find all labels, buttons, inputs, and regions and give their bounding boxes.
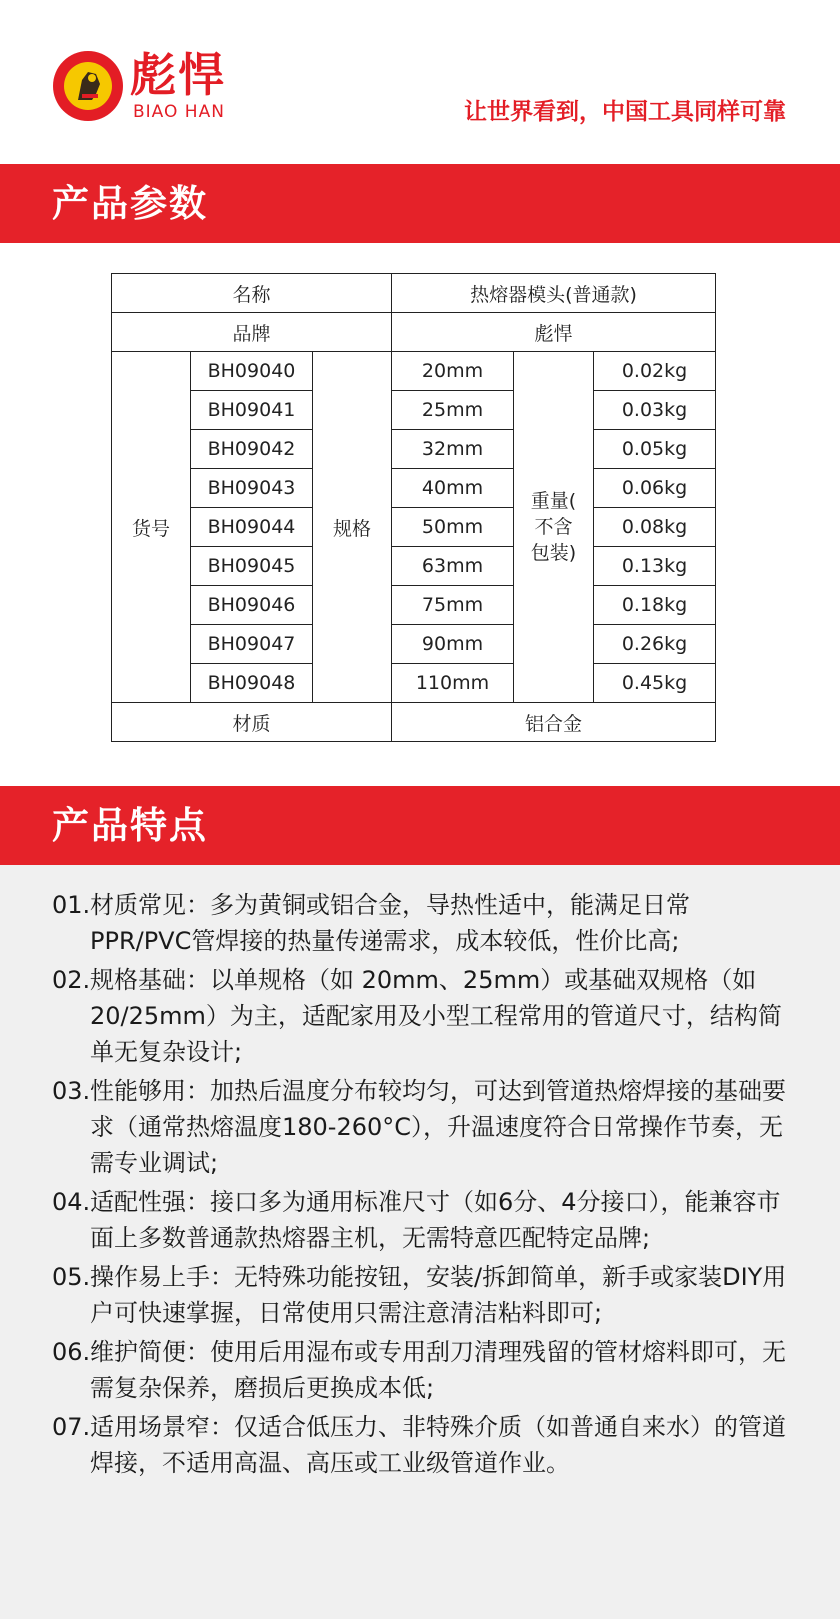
list-item <box>0 962 840 1070</box>
name-value: 热熔器模头(普通款) <box>392 274 716 313</box>
table-row <box>112 664 716 703</box>
weight-label <box>514 352 594 703</box>
params-table <box>111 273 716 742</box>
weight-cell: 0.06kg <box>594 469 716 508</box>
spec-cell: 75mm <box>392 586 514 625</box>
weight-cell: 0.02kg <box>594 352 716 391</box>
features-list <box>0 887 840 1481</box>
sku-cell: BH09044 <box>191 508 313 547</box>
list-item <box>0 1073 840 1181</box>
feature-number: 06. <box>52 1338 91 1366</box>
list-item <box>0 1259 840 1331</box>
feature-number: 01. <box>52 891 91 919</box>
weight-cell: 0.45kg <box>594 664 716 703</box>
name-label: 名称 <box>112 274 392 313</box>
sku-cell: BH09047 <box>191 625 313 664</box>
brand-label: 品牌 <box>112 313 392 352</box>
table-row <box>112 586 716 625</box>
feature-text: 规格基础：以单规格（如 20mm、25mm）或基础双规格（如20/25mm）为主，适配家用及小型工程常用的管道尺寸，结构简单无复杂设计; <box>90 966 782 1066</box>
feature-number: 03. <box>52 1077 91 1105</box>
weight-cell: 0.26kg <box>594 625 716 664</box>
features-section-title: 产品特点 <box>0 786 840 865</box>
params-section <box>0 243 840 786</box>
table-row-name <box>112 274 716 313</box>
spec-cell: 90mm <box>392 625 514 664</box>
spec-cell: 20mm <box>392 352 514 391</box>
weight-cell: 0.08kg <box>594 508 716 547</box>
table-row <box>112 508 716 547</box>
feature-number: 07. <box>52 1413 91 1441</box>
brand-value: 彪悍 <box>392 313 716 352</box>
feature-text: 性能够用：加热后温度分布较均匀，可达到管道热熔焊接的基础要求（通常热熔温度180-260°C），升温速度符合日常操作节奏，无需专业调试; <box>90 1077 786 1177</box>
list-item <box>0 1409 840 1481</box>
sku-cell: BH09040 <box>191 352 313 391</box>
sku-cell: BH09041 <box>191 391 313 430</box>
table-row <box>112 352 716 391</box>
weight-label-line: 重量( <box>530 490 577 512</box>
list-item <box>0 1184 840 1256</box>
brand-name-en: BIAO HAN <box>133 102 225 122</box>
sku-label: 货号 <box>112 352 191 703</box>
feature-text: 适用场景窄：仅适合低压力、非特殊介质（如普通自来水）的管道焊接，不适用高温、高压或工业级管道作业。 <box>90 1413 786 1477</box>
list-item <box>0 887 840 959</box>
spec-label: 规格 <box>313 352 392 703</box>
weight-cell: 0.05kg <box>594 430 716 469</box>
brand-seal-logo-icon <box>52 50 124 122</box>
table-row <box>112 469 716 508</box>
feature-text: 材质常见：多为黄铜或铝合金，导热性适中，能满足日常PPR/PVC管焊接的热量传递需求，成本较低，性价比高; <box>90 891 690 955</box>
weight-cell: 0.13kg <box>594 547 716 586</box>
sku-cell: BH09048 <box>191 664 313 703</box>
table-row-material <box>112 703 716 742</box>
feature-number: 04. <box>52 1188 91 1216</box>
spec-cell: 32mm <box>392 430 514 469</box>
weight-cell: 0.18kg <box>594 586 716 625</box>
feature-number: 05. <box>52 1263 91 1291</box>
params-section-title: 产品参数 <box>0 164 840 243</box>
features-section <box>0 865 840 1619</box>
sku-cell: BH09046 <box>191 586 313 625</box>
table-row <box>112 430 716 469</box>
material-value: 铝合金 <box>392 703 716 742</box>
spec-cell: 110mm <box>392 664 514 703</box>
spec-cell: 63mm <box>392 547 514 586</box>
sku-cell: BH09043 <box>191 469 313 508</box>
table-row <box>112 391 716 430</box>
weight-label-line: 不含 <box>534 516 573 538</box>
table-row <box>112 547 716 586</box>
list-item <box>0 1334 840 1406</box>
feature-text: 维护简便：使用后用湿布或专用刮刀清理残留的管材熔料即可，无需复杂保养，磨损后更换成本低; <box>90 1338 786 1402</box>
brand-name-cn: 彪悍 <box>130 48 226 102</box>
material-label: 材质 <box>112 703 392 742</box>
feature-text: 操作易上手：无特殊功能按钮，安装/拆卸简单，新手或家装DIY用户可快速掌握，日常使用只需注意清洁粘料即可; <box>90 1263 787 1327</box>
feature-text: 适配性强：接口多为通用标准尺寸（如6分、4分接口），能兼容市面上多数普通款热熔器主机，无需特意匹配特定品牌; <box>90 1188 781 1252</box>
weight-cell: 0.03kg <box>594 391 716 430</box>
spec-cell: 40mm <box>392 469 514 508</box>
sku-cell: BH09042 <box>191 430 313 469</box>
feature-number: 02. <box>52 966 91 994</box>
weight-label-line: 包装) <box>530 542 577 564</box>
table-row-brand <box>112 313 716 352</box>
spec-cell: 50mm <box>392 508 514 547</box>
spec-cell: 25mm <box>392 391 514 430</box>
brand-slogan: 让世界看到，中国工具同样可靠 <box>464 99 786 125</box>
sku-cell: BH09045 <box>191 547 313 586</box>
page-header <box>0 0 840 164</box>
table-row <box>112 625 716 664</box>
